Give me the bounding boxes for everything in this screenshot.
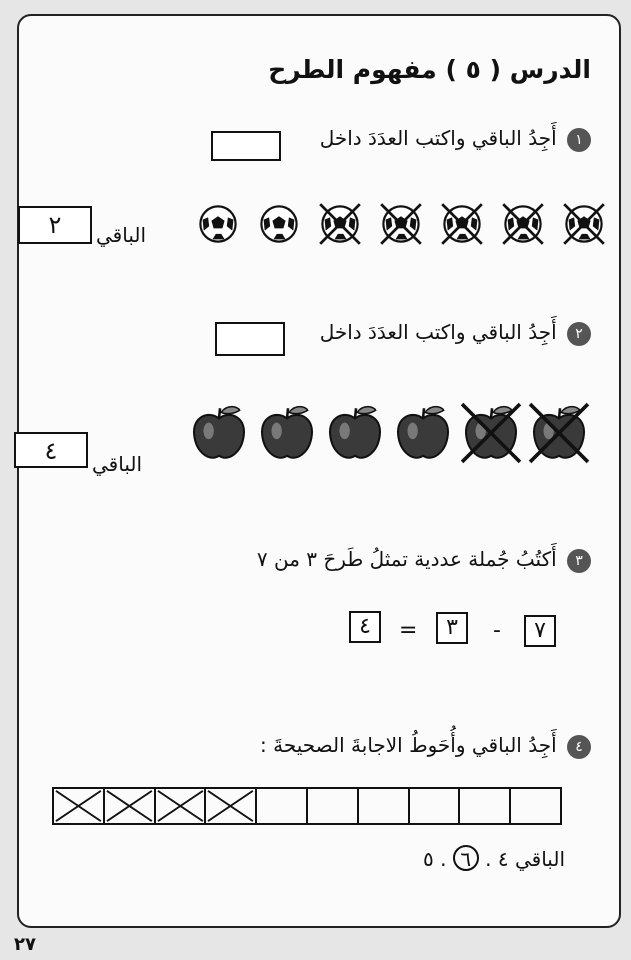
apple-icon xyxy=(188,402,250,464)
crossed-cell xyxy=(204,789,255,823)
question-1-number: ١ xyxy=(567,128,591,152)
apple-icon xyxy=(392,402,454,464)
answer-option[interactable]: ٥ xyxy=(422,847,434,871)
page-number: ٢٧ xyxy=(14,934,36,955)
answer-option-selected[interactable]: ٦ xyxy=(453,845,479,871)
crossed-cell xyxy=(154,789,205,823)
question-1-instruction xyxy=(320,126,591,152)
equation-equals-sign: = xyxy=(399,618,418,643)
crossed-cell xyxy=(54,789,103,823)
empty-cell xyxy=(306,789,357,823)
question-4-options: ٤ . ٦ . ٥ xyxy=(422,847,509,871)
empty-cell xyxy=(509,789,560,823)
lesson-title: الدرس ( ٥ ) مفهوم الطرح xyxy=(268,55,591,84)
question-2-instruction xyxy=(320,320,591,346)
soccer-ball-crossed-icon xyxy=(440,202,484,246)
soccer-ball-crossed-icon xyxy=(379,202,423,246)
question-2-empty-box[interactable] xyxy=(215,322,285,356)
question-4-text: أَجِدُ الباقي وأُحَوطُ الاجابةَ الصحيحةَ : xyxy=(260,733,557,757)
empty-cell xyxy=(458,789,509,823)
question-1-empty-box[interactable] xyxy=(211,131,281,161)
soccer-ball-icon xyxy=(196,202,240,246)
answer-option[interactable]: ٤ xyxy=(497,847,509,871)
empty-cell xyxy=(408,789,459,823)
equation-subtrahend-box[interactable]: ٣ xyxy=(436,612,468,644)
question-2-number: ٢ xyxy=(567,322,591,346)
question-4-number: ٤ xyxy=(567,735,591,759)
soccer-ball-crossed-icon xyxy=(562,202,606,246)
soccer-ball-crossed-icon xyxy=(318,202,362,246)
apple-crossed-icon xyxy=(460,402,522,464)
question-1-text: أَجِدُ الباقي واكتب العدَدَ داخل xyxy=(319,126,557,150)
question-2-remain-box[interactable]: ٤ xyxy=(14,432,88,468)
apple-crossed-icon xyxy=(528,402,590,464)
equation-minus-sign: - xyxy=(493,618,501,643)
question-1-remain-box[interactable]: ٢ xyxy=(18,206,92,244)
crossed-cell xyxy=(103,789,154,823)
equation-result-box[interactable]: ٤ xyxy=(349,611,381,643)
question-3-instruction xyxy=(257,547,591,573)
apple-icon xyxy=(324,402,386,464)
soccer-ball-icon xyxy=(257,202,301,246)
question-3-text: أَكتُبُ جُملة عددية تمثلُ طَرحَ ٣ من ٧ xyxy=(256,547,557,571)
equation-minuend-box[interactable]: ٧ xyxy=(524,615,556,647)
soccer-ball-crossed-icon xyxy=(501,202,545,246)
apple-icon xyxy=(256,402,318,464)
question-4-cell-strip xyxy=(52,787,562,825)
question-3-number: ٣ xyxy=(567,549,591,573)
question-2-items xyxy=(188,402,598,472)
empty-cell xyxy=(357,789,408,823)
question-4-instruction xyxy=(260,733,591,759)
empty-cell xyxy=(255,789,306,823)
question-1-items xyxy=(196,202,606,250)
question-4-answer-label: الباقي xyxy=(514,847,565,871)
question-4-answer-line xyxy=(423,845,565,871)
question-2-text: أَجِدُ الباقي واكتب العدَدَ داخل xyxy=(319,320,557,344)
question-1-remain-label: الباقي xyxy=(96,223,147,247)
question-2-remain-label: الباقي xyxy=(92,452,143,476)
